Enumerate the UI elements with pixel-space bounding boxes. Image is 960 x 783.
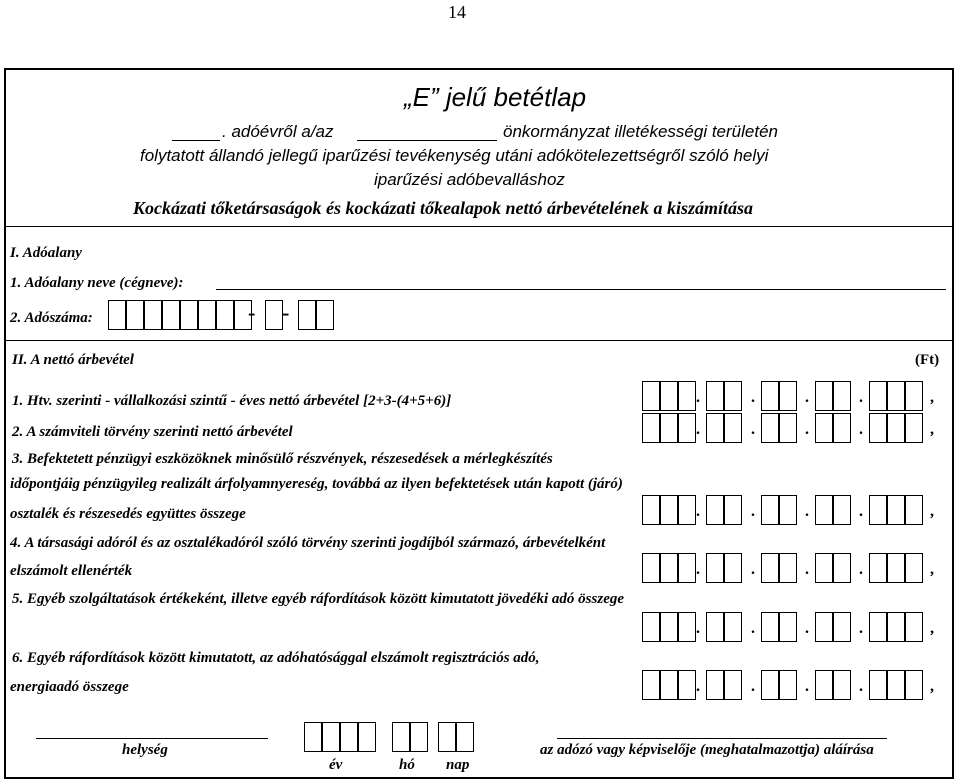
thousands-dot: . (751, 421, 755, 438)
amount-digit-box-row3[interactable] (678, 495, 696, 525)
amount-digit-box-row4[interactable] (779, 553, 797, 583)
thousands-dot: . (696, 620, 700, 637)
amount-digit-box-row4[interactable] (833, 553, 851, 583)
amount-digit-box-row5[interactable] (869, 612, 887, 642)
amount-digit-box-row1[interactable] (724, 381, 742, 411)
amount-digit-box-row3[interactable] (660, 495, 678, 525)
subtitle-line1-part1: . adóévről a/az (222, 122, 334, 141)
thousands-dot: . (805, 620, 809, 637)
amount-digit-box-row5[interactable] (724, 612, 742, 642)
tax-number-digit-box[interactable] (216, 300, 234, 330)
amount-digit-box-row1[interactable] (678, 381, 696, 411)
thousands-dot: . (696, 561, 700, 578)
thousands-dot: . (751, 503, 755, 520)
thousands-dot: . (696, 678, 700, 695)
day-label: nap (446, 757, 470, 773)
amount-digit-box-row2[interactable] (833, 413, 851, 443)
amount-digit-box-row6[interactable] (724, 670, 742, 700)
row6-label-line1: 6. Egyéb ráfordítások között kimutatott, az adóhatósággal elszámolt regisztrációs adó, (12, 650, 540, 666)
amount-digit-box-row5[interactable] (761, 612, 779, 642)
tax-number-digit-box[interactable] (144, 300, 162, 330)
tax-number-digit-box[interactable] (180, 300, 198, 330)
amount-digit-box-row5[interactable] (779, 612, 797, 642)
thousands-dot: . (696, 503, 700, 520)
amount-digit-box-row4[interactable] (660, 553, 678, 583)
amount-digit-box-row2[interactable] (724, 413, 742, 443)
year-digit-box[interactable] (358, 722, 376, 752)
amount-digit-box-row5[interactable] (905, 612, 923, 642)
amount-digit-box-row3[interactable] (905, 495, 923, 525)
amount-digit-box-row4[interactable] (678, 553, 696, 583)
year-digit-box[interactable] (304, 722, 322, 752)
thousands-dot: . (805, 421, 809, 438)
tax-number-digit-box[interactable] (265, 300, 283, 330)
row4-label-line2: elszámolt ellenérték (10, 563, 133, 579)
thousands-dot: . (859, 561, 863, 578)
amount-digit-box-row1[interactable] (706, 381, 724, 411)
signature-label: az adózó vagy képviselője (meghatalmazottja) aláírása (540, 742, 874, 758)
tax-number-digit-box[interactable] (126, 300, 144, 330)
amount-digit-box-row2[interactable] (642, 413, 660, 443)
amount-digit-box-row2[interactable] (905, 413, 923, 443)
thousands-dot: . (859, 421, 863, 438)
section2-title: II. A nettó árbevétel (12, 352, 134, 368)
subtitle-line1-part2: önkormányzat illetékességi területén (503, 122, 778, 141)
amount-digit-box-row6[interactable] (815, 670, 833, 700)
year-digit-box[interactable] (340, 722, 358, 752)
amount-digit-box-row3[interactable] (869, 495, 887, 525)
amount-digit-box-row2[interactable] (815, 413, 833, 443)
amount-digit-box-row6[interactable] (678, 670, 696, 700)
decimal-comma: , (930, 678, 934, 695)
row3-label-line3: osztalék és részesedés együttes összege (10, 506, 246, 522)
month-label: hó (399, 757, 415, 773)
amount-digit-box-row5[interactable] (887, 612, 905, 642)
page-title: „E” jelű betétlap (403, 82, 587, 112)
thousands-dot: . (751, 620, 755, 637)
amount-digit-box-row6[interactable] (869, 670, 887, 700)
name-label: 1. Adóalany neve (cégneve): (10, 275, 184, 291)
amount-digit-box-row2[interactable] (678, 413, 696, 443)
amount-digit-box-row4[interactable] (761, 553, 779, 583)
municipality-field-line[interactable] (357, 140, 497, 141)
thousands-dot: . (696, 421, 700, 438)
divider (4, 226, 954, 227)
tax-number-separator: - (248, 300, 256, 325)
thousands-dot: . (751, 389, 755, 406)
decimal-comma: , (930, 503, 934, 520)
amount-digit-box-row3[interactable] (833, 495, 851, 525)
amount-digit-box-row5[interactable] (642, 612, 660, 642)
thousands-dot: . (805, 503, 809, 520)
amount-digit-box-row3[interactable] (761, 495, 779, 525)
amount-digit-box-row6[interactable] (660, 670, 678, 700)
tax-number-digit-box[interactable] (198, 300, 216, 330)
thousands-dot: . (696, 389, 700, 406)
thousands-dot: . (805, 389, 809, 406)
month-digit-box[interactable] (410, 722, 428, 752)
amount-digit-box-row1[interactable] (887, 381, 905, 411)
amount-digit-box-row6[interactable] (779, 670, 797, 700)
amount-digit-box-row4[interactable] (905, 553, 923, 583)
amount-digit-box-row6[interactable] (761, 670, 779, 700)
tax-number-digit-box[interactable] (108, 300, 126, 330)
decimal-comma: , (930, 389, 934, 406)
amount-digit-box-row1[interactable] (869, 381, 887, 411)
amount-digit-box-row1[interactable] (642, 381, 660, 411)
thousands-dot: . (805, 678, 809, 695)
day-digit-box[interactable] (456, 722, 474, 752)
row3-label-line2: időpontjáig pénzügyileg realizált árfolyamnyereség, továbbá az ilyen befektetések után kapott (járó) (10, 476, 623, 492)
name-field-line[interactable] (216, 289, 946, 290)
amount-digit-box-row1[interactable] (833, 381, 851, 411)
amount-digit-box-row2[interactable] (706, 413, 724, 443)
month-digit-box[interactable] (392, 722, 410, 752)
amount-digit-box-row2[interactable] (761, 413, 779, 443)
amount-digit-box-row1[interactable] (779, 381, 797, 411)
thousands-dot: . (859, 389, 863, 406)
amount-digit-box-row4[interactable] (706, 553, 724, 583)
place-field-line[interactable] (36, 738, 268, 739)
amount-digit-box-row6[interactable] (833, 670, 851, 700)
row5-label: 5. Egyéb szolgáltatások értékeként, illetve egyéb ráfordítások között kimutatott jövedéki adó összege (12, 591, 625, 607)
amount-digit-box-row6[interactable] (905, 670, 923, 700)
subtitle-line3: iparűzési adóbevalláshoz (374, 170, 565, 189)
subtitle-line2: folytatott állandó jellegű iparűzési tevékenység utáni adókötelezettségről szóló helyi (140, 146, 769, 165)
amount-digit-box-row2[interactable] (887, 413, 905, 443)
divider (4, 340, 954, 341)
thousands-dot: . (751, 678, 755, 695)
amount-digit-box-row2[interactable] (660, 413, 678, 443)
day-digit-box[interactable] (438, 722, 456, 752)
section1-title: I. Adóalany (10, 245, 82, 261)
thousands-dot: . (751, 561, 755, 578)
row4-label-line1: 4. A társasági adóról és az osztalékadóról szóló törvény szerinti jogdíjból származó, árbevételként (10, 535, 606, 551)
row6-label-line2: energiaadó összege (10, 679, 129, 695)
amount-digit-box-row5[interactable] (660, 612, 678, 642)
amount-digit-box-row3[interactable] (642, 495, 660, 525)
decimal-comma: , (930, 421, 934, 438)
amount-digit-box-row1[interactable] (660, 381, 678, 411)
thousands-dot: . (859, 620, 863, 637)
amount-digit-box-row6[interactable] (887, 670, 905, 700)
thousands-dot: . (805, 561, 809, 578)
unit-label: (Ft) (915, 352, 940, 368)
amount-digit-box-row5[interactable] (706, 612, 724, 642)
amount-digit-box-row5[interactable] (678, 612, 696, 642)
decimal-comma: , (930, 561, 934, 578)
amount-digit-box-row2[interactable] (779, 413, 797, 443)
signature-line[interactable] (557, 738, 887, 739)
amount-digit-box-row1[interactable] (815, 381, 833, 411)
amount-digit-box-row1[interactable] (905, 381, 923, 411)
amount-digit-box-row5[interactable] (815, 612, 833, 642)
amount-digit-box-row4[interactable] (724, 553, 742, 583)
amount-digit-box-row4[interactable] (887, 553, 905, 583)
amount-digit-box-row3[interactable] (779, 495, 797, 525)
year-label: év (329, 757, 343, 773)
row3-label-line1: 3. Befektetett pénzügyi eszközöknek minősülő részvények, részesedések a mérlegkészítés (12, 451, 553, 467)
row1-label: 1. Htv. szerinti - vállalkozási szintű - éves nettó árbevétel [2+3-(4+5+6)] (12, 393, 452, 409)
year-field-line[interactable] (172, 140, 220, 141)
place-label: helység (122, 742, 168, 758)
tax-number-label: 2. Adószáma: (10, 310, 93, 326)
tax-number-digit-box[interactable] (162, 300, 180, 330)
amount-digit-box-row2[interactable] (869, 413, 887, 443)
amount-digit-box-row3[interactable] (724, 495, 742, 525)
amount-digit-box-row3[interactable] (887, 495, 905, 525)
amount-digit-box-row3[interactable] (815, 495, 833, 525)
thousands-dot: . (859, 503, 863, 520)
section-heading: Kockázati tőketársaságok és kockázati tőkealapok nettó árbevételének a kiszámítása (133, 198, 753, 218)
amount-digit-box-row1[interactable] (761, 381, 779, 411)
amount-digit-box-row4[interactable] (642, 553, 660, 583)
amount-digit-box-row5[interactable] (833, 612, 851, 642)
thousands-dot: . (859, 678, 863, 695)
year-digit-box[interactable] (322, 722, 340, 752)
decimal-comma: , (930, 620, 934, 637)
tax-number-digit-box[interactable] (316, 300, 334, 330)
amount-digit-box-row6[interactable] (642, 670, 660, 700)
amount-digit-box-row6[interactable] (706, 670, 724, 700)
amount-digit-box-row4[interactable] (815, 553, 833, 583)
amount-digit-box-row3[interactable] (706, 495, 724, 525)
row2-label: 2. A számviteli törvény szerinti nettó árbevétel (12, 424, 293, 440)
amount-digit-box-row4[interactable] (869, 553, 887, 583)
page-number: 14 (448, 2, 466, 22)
tax-number-digit-box[interactable] (298, 300, 316, 330)
tax-number-separator: - (282, 300, 290, 325)
